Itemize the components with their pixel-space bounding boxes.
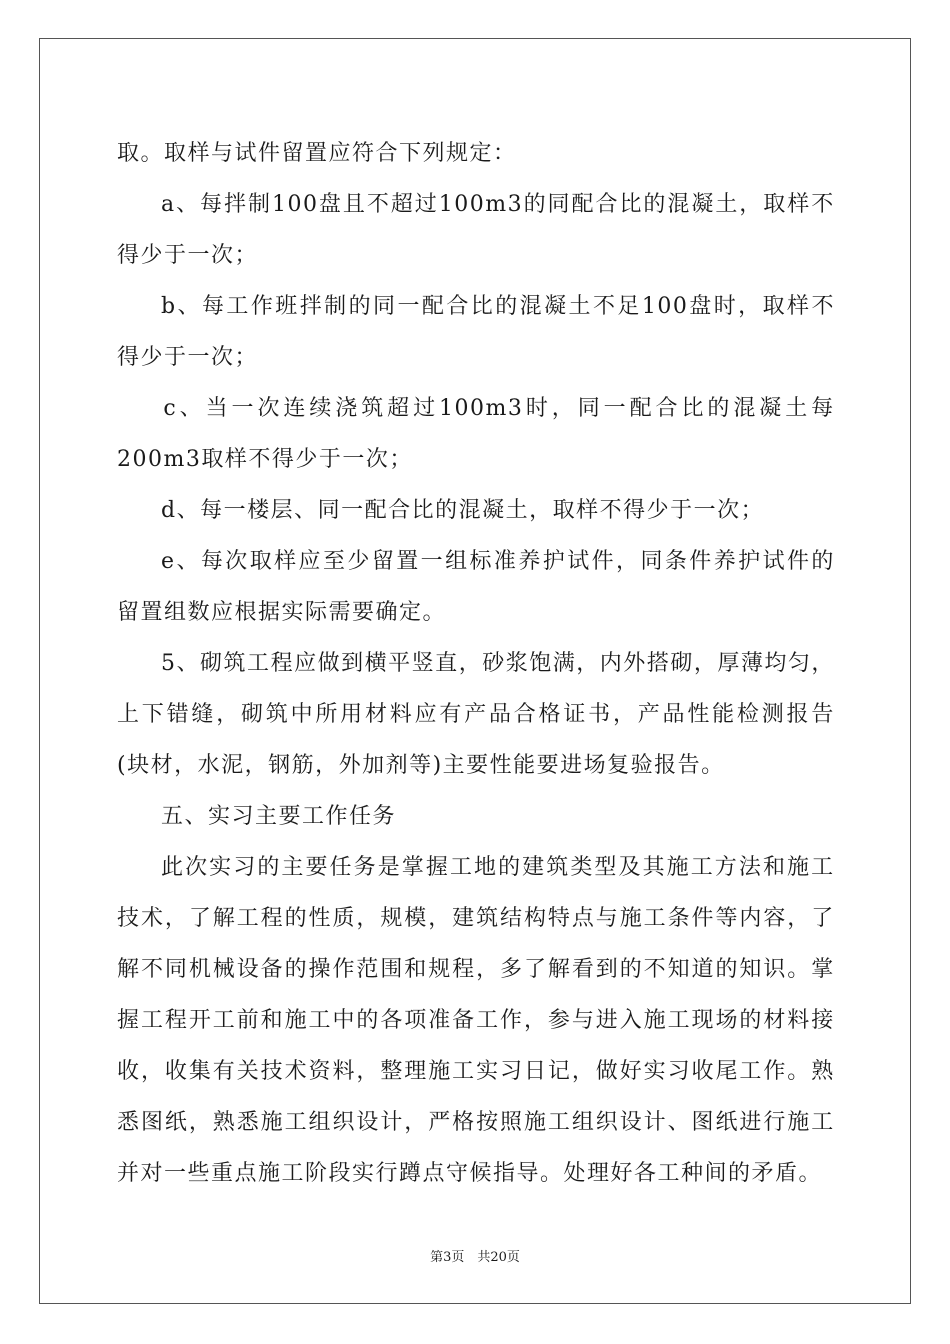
text-line: 并对一些重点施工阶段实行蹲点守候指导。处理好各工种间的矛盾。 — [117, 1161, 823, 1186]
text-line: 此 次 实 习 的 主 要 任 务 是 掌 握 工 地 的 建 筑 类 型 及 其 施 工 方 法 和 施 工 — [161, 855, 835, 880]
page-number: 第3页 共20页 — [430, 1250, 520, 1265]
text-line: e 、 每 次 取 样 应 至 少 留 置 一 组 标 准 养 护 试 件 ， 同 条 件 养 护 试 件 的 — [161, 549, 835, 574]
text-line: 5 、 砌 筑 工 程 应 做 到 横 平 竖 直 ， 砂 浆 饱 满 ， 内 外 搭 砌 ， 厚 薄 均 匀 ， — [161, 651, 835, 676]
text-line: b 、 每 工 作 班 拌 制 的 同 一 配 合 比 的 混 凝 土 不 足 100 盘 时 ， 取 样 不 — [161, 294, 835, 319]
text-line: 握 工 程 开 工 前 和 施 工 中 的 各 项 准 备 工 作 ， 参 与 进 入 施 工 现 场 的 材 料 接 — [117, 1008, 835, 1033]
text-line: 收 ， 收 集 有 关 技 术 资 料 ， 整 理 施 工 实 习 日 记 ， 做 好 实 习 收 尾 工 作 。 熟 — [117, 1059, 835, 1084]
text-line: (块材，水泥，钢筋，外加剂等)主要性能要进场复验报告。 — [117, 753, 725, 778]
text-line: 技 术 ， 了 解 工 程 的 性 质 ， 规 模 ， 建 筑 结 构 特 点 与 施 工 条 件 等 内 容 ， 了 — [117, 906, 835, 931]
text-line: 200m3取样不得少于一次； — [117, 447, 413, 472]
text-line: 得少于一次； — [117, 345, 259, 370]
text-line: 上 下 错 缝 ， 砌 筑 中 所 用 材 料 应 有 产 品 合 格 证 书 ， 产 品 性 能 检 测 报 告 — [117, 702, 835, 727]
text-line: 五、实习主要工作任务 — [161, 804, 397, 829]
text-line: 得少于一次； — [117, 243, 259, 268]
text-line: d、每一楼层、同一配合比的混凝土，取样不得少于一次； — [161, 498, 765, 523]
text-line: 悉 图 纸 ， 熟 悉 施 工 组 织 设 计 ， 严 格 按 照 施 工 组 织 设 计 、 图 纸 进 行 施 工 — [117, 1110, 835, 1135]
text-line: c 、 当 一 次 连 续 浇 筑 超 过 100m3 时 ， 同 一 配 合 比 的 混 凝 土 每 — [163, 396, 835, 421]
text-line: 解 不 同 机 械 设 备 的 操 作 范 围 和 规 程 ， 多 了 解 看 到 的 不 知 道 的 知 识 。 掌 — [117, 957, 835, 982]
document-body — [117, 128, 835, 1199]
text-line: 留置组数应根据实际需要确定。 — [117, 600, 447, 625]
text-line: a 、 每 拌 制 100 盘 且 不 超 过 100m3 的 同 配 合 比 的 混 凝 土 ， 取 样 不 — [161, 192, 835, 217]
text-line: 取。取样与试件留置应符合下列规定： — [117, 141, 517, 166]
